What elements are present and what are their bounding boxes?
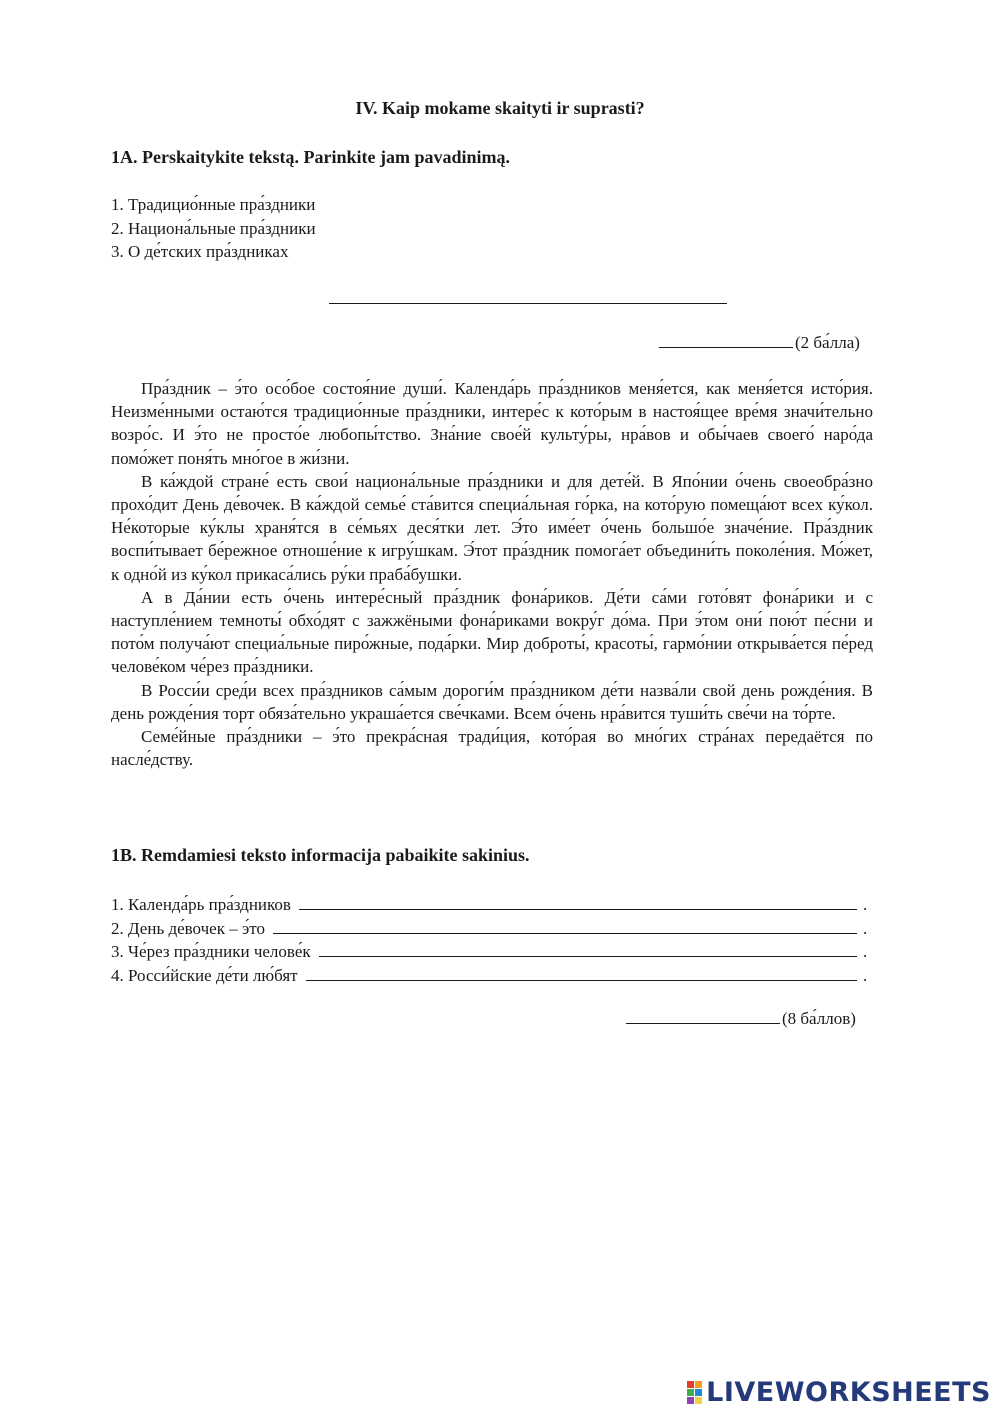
logo-square [695, 1381, 702, 1388]
title-option: 2. Национа́льные пра́здники [111, 218, 316, 238]
sentence-end: . [863, 918, 868, 938]
title-option: 1. Традицио́нные пра́здники [111, 195, 316, 214]
part-b-score [626, 1007, 856, 1029]
logo-mark-icon [687, 1381, 702, 1404]
sentence-end: . [863, 965, 868, 985]
score-blank[interactable] [626, 1007, 780, 1024]
score-blank[interactable] [659, 331, 793, 348]
logo-text: LIVEWORKSHEETS [706, 1376, 991, 1408]
text-paragraph: Пра́здник – э́то осо́бое состоя́ние души́. Календа́рь пра́здников меня́ется, как меня́ется исто́рия. Неизме́нными остаю́тся традицио́нные пра́здники, интере́с к кото́рым в настоя́щее вре́мя значи́тельно возро́с. И э́то не просто́е любопы́тство. Зна́ние свое́й культу́ры, нра́вов и обы́чаев своего́ наро́да помо́жет поня́ть мно́гое в жи́зни. [111, 379, 873, 468]
text-paragraph: В ка́ждой стране́ есть свои́ национа́льные пра́здники и для дете́й. В Япо́нии о́чень своеобра́зно прохо́дит День де́вочек. В ка́ждой семье́ ста́вится специа́льная го́рка, на кото́рую помеща́ют всех ку́кол. Не́которые ку́клы храня́тся в се́мьях деся́тки лет. Э́то име́ет о́чень большо́е значе́ние. Пра́здник воспи́тывает бе́режное отноше́ние к игру́шкам. Э́тот пра́здник помога́ет объедини́ть поколе́ния. Мо́жет, к одно́й из ку́кол прикаса́лись ру́ки праба́бушки. [111, 471, 873, 584]
sentence-end: . [863, 895, 868, 914]
title-option: 3. О де́тских пра́здниках [111, 242, 289, 261]
liveworksheets-logo[interactable] [687, 1376, 991, 1408]
part-a-score [659, 331, 860, 353]
sentence-start: 1. Календа́рь пра́здников [111, 895, 291, 914]
sentence-end: . [863, 942, 868, 961]
score-label: (2 ба́лла) [795, 333, 860, 352]
sentence-answer-line[interactable] [319, 941, 857, 957]
logo-square [687, 1381, 694, 1388]
logo-square [687, 1397, 694, 1404]
reading-text [111, 377, 873, 771]
sentence-row [111, 917, 871, 941]
title-answer-line[interactable] [329, 303, 727, 304]
text-paragraph: В Росси́и сред́и всех пра́здников са́мым дороги́м пра́здником де́ти назва́ли свой день рожде́ния. В день рожде́ния торт обяза́тельно украша́ется све́чками. Всем о́чень нра́вится туши́ть све́чи на то́рте. [111, 680, 873, 723]
logo-square [687, 1389, 694, 1396]
sentence-row [111, 893, 871, 917]
sentence-list [111, 893, 871, 987]
sentence-row [111, 940, 871, 964]
score-label: (8 ба́ллов) [782, 1009, 856, 1028]
sentence-answer-line[interactable] [306, 965, 857, 981]
sentence-start: 3. Че́рез пра́здники челове́к [111, 942, 311, 961]
text-paragraph: А в Да́нии есть о́чень интере́сный пра́здник фона́риков. Де́ти са́ми гото́вят фона́рики и с наступле́нием темноты́ обхо́дят с зажжёными фона́риками вокру́г до́ма. При э́том они́ пою́т пе́сни и пото́м получа́ют специа́льные пиро́жные, пода́рки. Мир доброты́, красоты́, гармо́нии открыва́ется пе́ред челове́ком че́рез пра́здники. [111, 587, 873, 677]
title-options [111, 193, 316, 264]
sentence-row [111, 964, 871, 988]
sentence-answer-line[interactable] [299, 894, 857, 910]
part-a-heading: 1A. Perskaitykite tekstą. Parinkite jam pavadinimą. [111, 147, 510, 167]
text-paragraph: Семе́йные пра́здники – э́то прекра́сная тради́ция, кото́рая во мно́гих стра́нах передаётся по насле́дству. [111, 727, 873, 770]
sentence-start: 4. Росси́йские де́ти лю́бят [111, 965, 298, 985]
sentence-start: 2. День де́вочек – э́то [111, 918, 265, 938]
part-b-heading: 1B. Remdamiesi teksto informacija pabaikite sakinius. [111, 845, 530, 865]
sentence-answer-line[interactable] [273, 918, 857, 934]
page-title: IV. Kaip mokame skaityti ir suprasti? [355, 98, 645, 118]
logo-square [695, 1397, 702, 1404]
logo-square [695, 1389, 702, 1396]
